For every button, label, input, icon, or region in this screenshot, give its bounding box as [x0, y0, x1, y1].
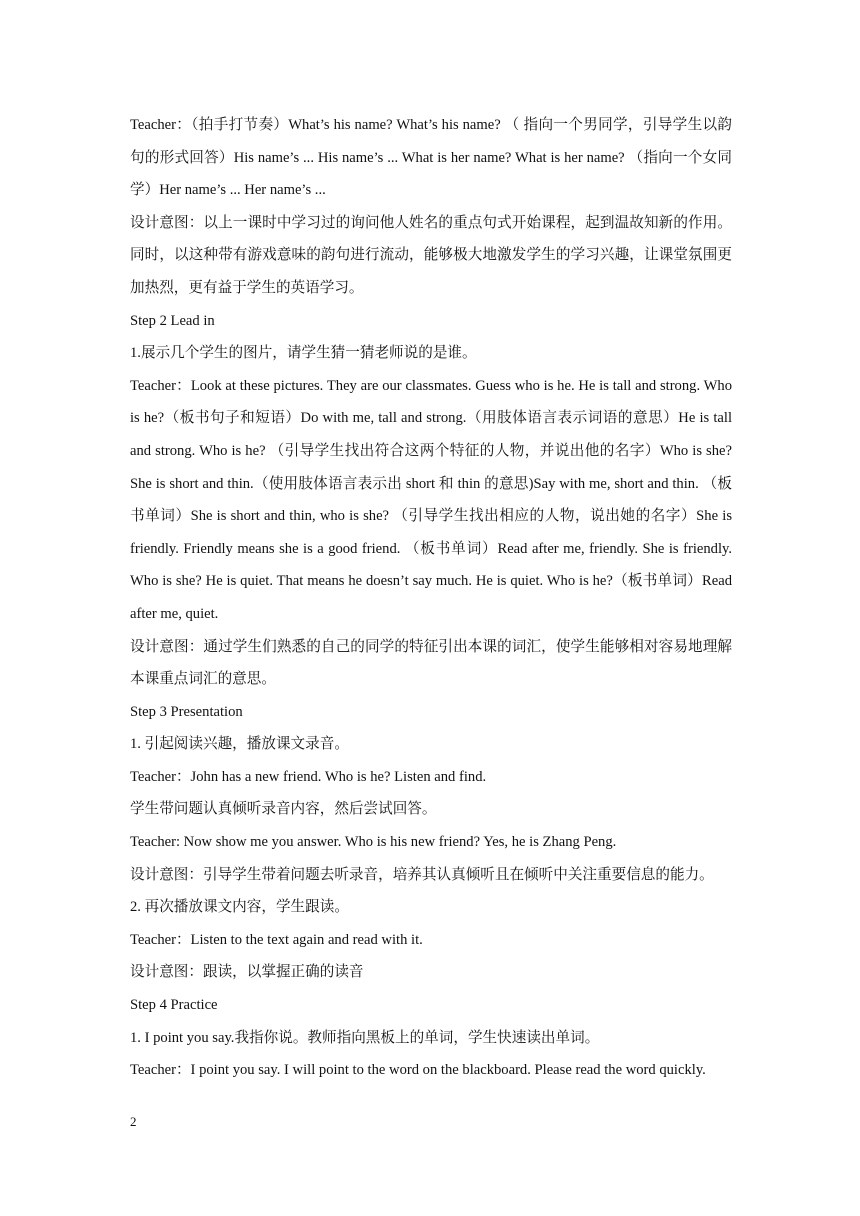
paragraph-teacher-point-say: Teacher：I point you say. I will point to the word on the blackboard. Please read the word quickly.	[130, 1062, 706, 1079]
heading-step-4: Step 4 Practice	[130, 997, 218, 1014]
paragraph-teacher-rhyme: Teacher：（拍手打节奏）What’s his name? What’s his name? （ 指向一个男同学，引导学生以韵句的形式回答）His name’s ... His name’s ... What is her name? What is her name? （指向一个女同学）Her name’s ... Her name’s ...	[130, 117, 732, 199]
heading-step-3: Step 3 Presentation	[130, 703, 243, 720]
paragraph-teacher-listen-find: Teacher：John has a new friend. Who is he? Listen and find.	[130, 768, 487, 785]
document-body	[130, 109, 732, 1087]
paragraph-design-intent-2: 设计意图：通过学生们熟悉的自己的同学的特征引出本课的词汇，使学生能够相对容易地理解本课重点词汇的意思。	[130, 638, 732, 688]
paragraph-step3-item-1: 1. 引起阅读兴趣，播放课文录音。	[130, 736, 349, 753]
paragraph-teacher-read-along: Teacher：Listen to the text again and read with it.	[130, 931, 423, 948]
paragraph-step4-item-1: 1. I point you say.我指你说。教师指向黑板上的单词，学生快速读出单词。	[130, 1029, 600, 1046]
paragraph-design-intent-3: 设计意图：引导学生带着问题去听录音，培养其认真倾听且在倾听中关注重要信息的能力。	[130, 866, 714, 883]
paragraph-design-intent-1: 设计意图：以上一课时中学习过的询问他人姓名的重点句式开始课程，起到温故知新的作用。同时，以这种带有游戏意味的韵句进行流动，能够极大地激发学生的学习兴趣，让课堂氛围更加热烈，更有益于学生的英语学习。	[130, 214, 732, 296]
paragraph-design-intent-4: 设计意图：跟读，以掌握正确的读音	[130, 964, 364, 981]
paragraph-teacher-answer: Teacher: Now show me you answer. Who is his new friend? Yes, he is Zhang Peng.	[130, 834, 617, 851]
page-number: 2	[130, 1114, 137, 1129]
paragraph-step3-item-2: 2. 再次播放课文内容，学生跟读。	[130, 899, 349, 916]
paragraph-teacher-pictures: Teacher：Look at these pictures. They are our classmates. Guess who is he. He is tall and strong. Who is he?（板书句子和短语）Do with me, tall and strong.（用肢体语言表示词语的意思）He is tall and strong. Who is he? （引导学生找出符合这两个特征的人物，并说出他的名字）Who is she? She is short and thin.（使用肢体语言表示出 short 和 thin 的意思)Say with me, short and thin. （板书单词）She is short and thin, who is she? （引导学生找出相应的人物，说出她的名字）She is friendly. Friendly means she is a good friend. （板书单词）Read after me, friendly. She is friendly. Who is she? He is quiet. That means he doesn’t say much. He is quiet. Who is he?（板书单词）Read after me, quiet.	[130, 377, 732, 622]
paragraph-step2-item-1: 1.展示几个学生的图片，请学生猜一猜老师说的是谁。	[130, 345, 477, 362]
paragraph-students-listen: 学生带问题认真倾听录音内容，然后尝试回答。	[130, 801, 437, 818]
heading-step-2: Step 2 Lead in	[130, 312, 215, 329]
